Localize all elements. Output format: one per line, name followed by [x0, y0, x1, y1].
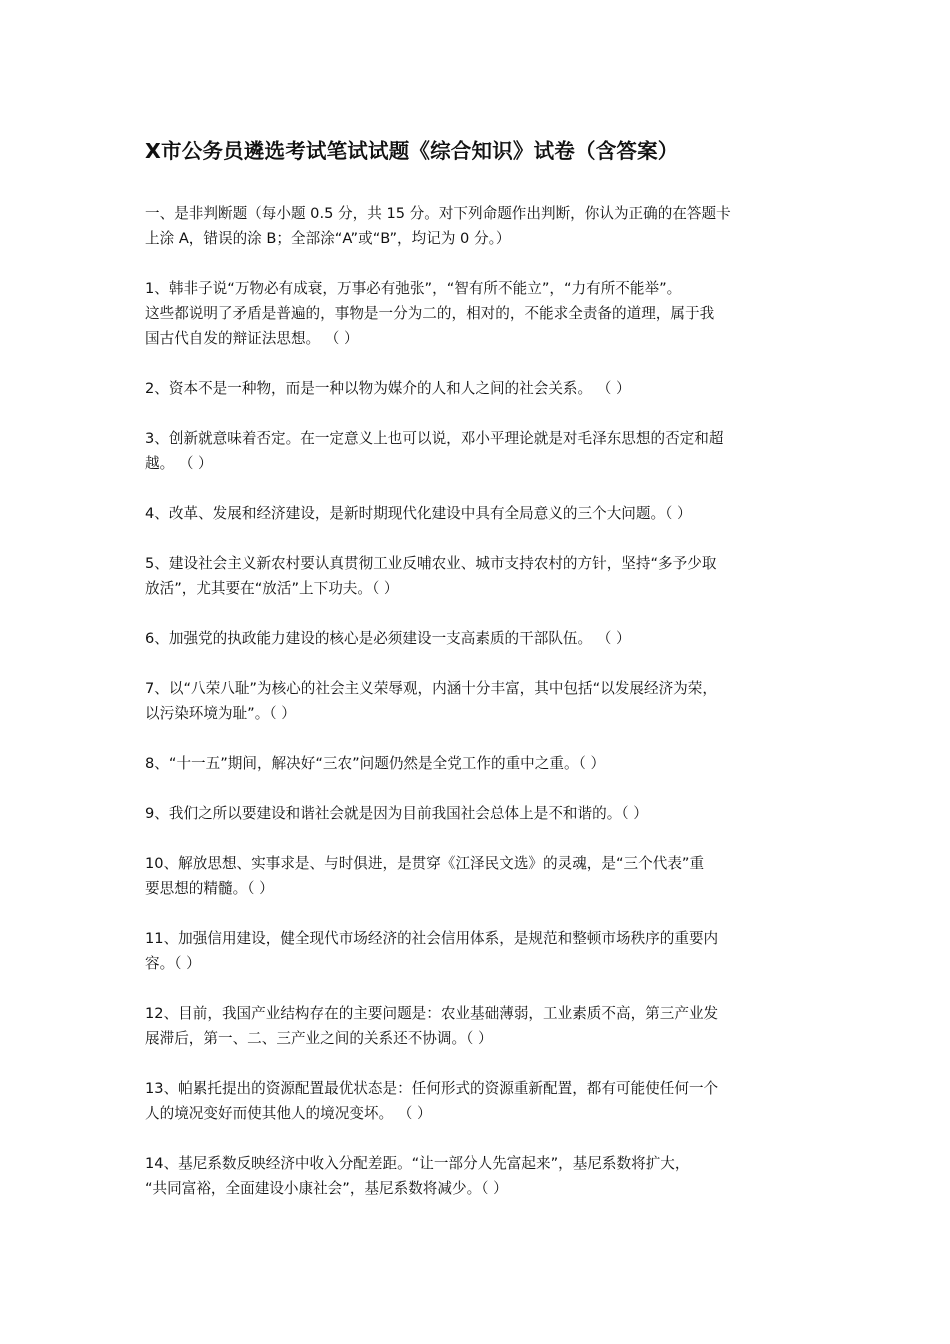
section-intro — [145, 201, 817, 251]
document-title: X市公务员遴选考试笔试试题《综合知识》试卷（含答案） — [145, 139, 679, 163]
question-line: 要思想的精髓。（ ） — [145, 880, 274, 897]
question-14 — [145, 1151, 817, 1201]
question-11 — [145, 926, 817, 976]
question-line: 1、韩非子说“万物必有成衰，万事必有弛张”，“智有所不能立”，“力有所不能举”。 — [145, 280, 682, 297]
question-line: 13、帕累托提出的资源配置最优状态是：任何形式的资源重新配置，都有可能使任何一个 — [145, 1080, 719, 1097]
question-4 — [145, 501, 817, 526]
question-line: “共同富裕，全面建设小康社会”，基尼系数将减少。（ ） — [145, 1180, 508, 1197]
question-line: 12、目前，我国产业结构存在的主要问题是：农业基础薄弱，工业素质不高，第三产业发 — [145, 1005, 719, 1022]
question-line: 人的境况变好而使其他人的境况变坏。 （ ） — [145, 1105, 432, 1122]
question-line: 3、创新就意味着否定。在一定意义上也可以说，邓小平理论就是对毛泽东思想的否定和超 — [145, 430, 724, 447]
question-line: 这些都说明了矛盾是普遍的，事物是一分为二的，相对的，不能求全责备的道理，属于我 — [145, 305, 715, 322]
document-body — [145, 201, 817, 1226]
question-line: 11、加强信用建设，健全现代市场经济的社会信用体系，是规范和整顿市场秩序的重要内 — [145, 930, 719, 947]
question-line: 10、解放思想、实事求是、与时俱进，是贯穿《江泽民文选》的灵魂，是“三个代表”重 — [145, 855, 705, 872]
question-line: 9、我们之所以要建设和谐社会就是因为目前我国社会总体上是不和谐的。（ ） — [145, 805, 648, 822]
question-line: 14、基尼系数反映经济中收入分配差距。“让一部分人先富起来”，基尼系数将扩大， — [145, 1155, 690, 1172]
question-5 — [145, 551, 817, 601]
question-12 — [145, 1001, 817, 1051]
question-2 — [145, 376, 817, 401]
question-10 — [145, 851, 817, 901]
question-line: 7、以“八荣八耻”为核心的社会主义荣辱观，内涵十分丰富，其中包括“以发展经济为荣， — [145, 680, 717, 697]
question-9 — [145, 801, 817, 826]
question-line: 国古代自发的辩证法思想。 （ ） — [145, 330, 359, 347]
question-line: 8、“十一五”期间，解决好“三农”问题仍然是全党工作的重中之重。（ ） — [145, 755, 606, 772]
question-line: 以污染环境为耻”。（ ） — [145, 705, 296, 722]
question-13 — [145, 1076, 817, 1126]
question-line: 6、加强党的执政能力建设的核心是必须建设一支高素质的干部队伍。 （ ） — [145, 630, 631, 647]
question-line: 2、资本不是一种物，而是一种以物为媒介的人和人之间的社会关系。 （ ） — [145, 380, 631, 397]
question-6 — [145, 626, 817, 651]
section-intro-line: 上涂 A，错误的涂 B；全部涂“A”或“B”，均记为 0 分。） — [145, 230, 511, 247]
question-1 — [145, 276, 817, 351]
question-7 — [145, 676, 817, 726]
section-intro-line: 一、是非判断题（每小题 0.5 分，共 15 分。对下列命题作出判断，你认为正确的在答题卡 — [145, 205, 731, 222]
question-line: 放活”，尤其要在“放活”上下功夫。（ ） — [145, 580, 399, 597]
question-line: 越。 （ ） — [145, 455, 213, 472]
question-line: 展滞后，第一、二、三产业之间的关系还不协调。（ ） — [145, 1030, 493, 1047]
question-3 — [145, 426, 817, 476]
question-8 — [145, 751, 817, 776]
question-line: 4、改革、发展和经济建设，是新时期现代化建设中具有全局意义的三个大问题。（ ） — [145, 505, 692, 522]
question-line: 容。（ ） — [145, 955, 201, 972]
question-line: 5、建设社会主义新农村要认真贯彻工业反哺农业、城市支持农村的方针，坚持“多予少取 — [145, 555, 717, 572]
